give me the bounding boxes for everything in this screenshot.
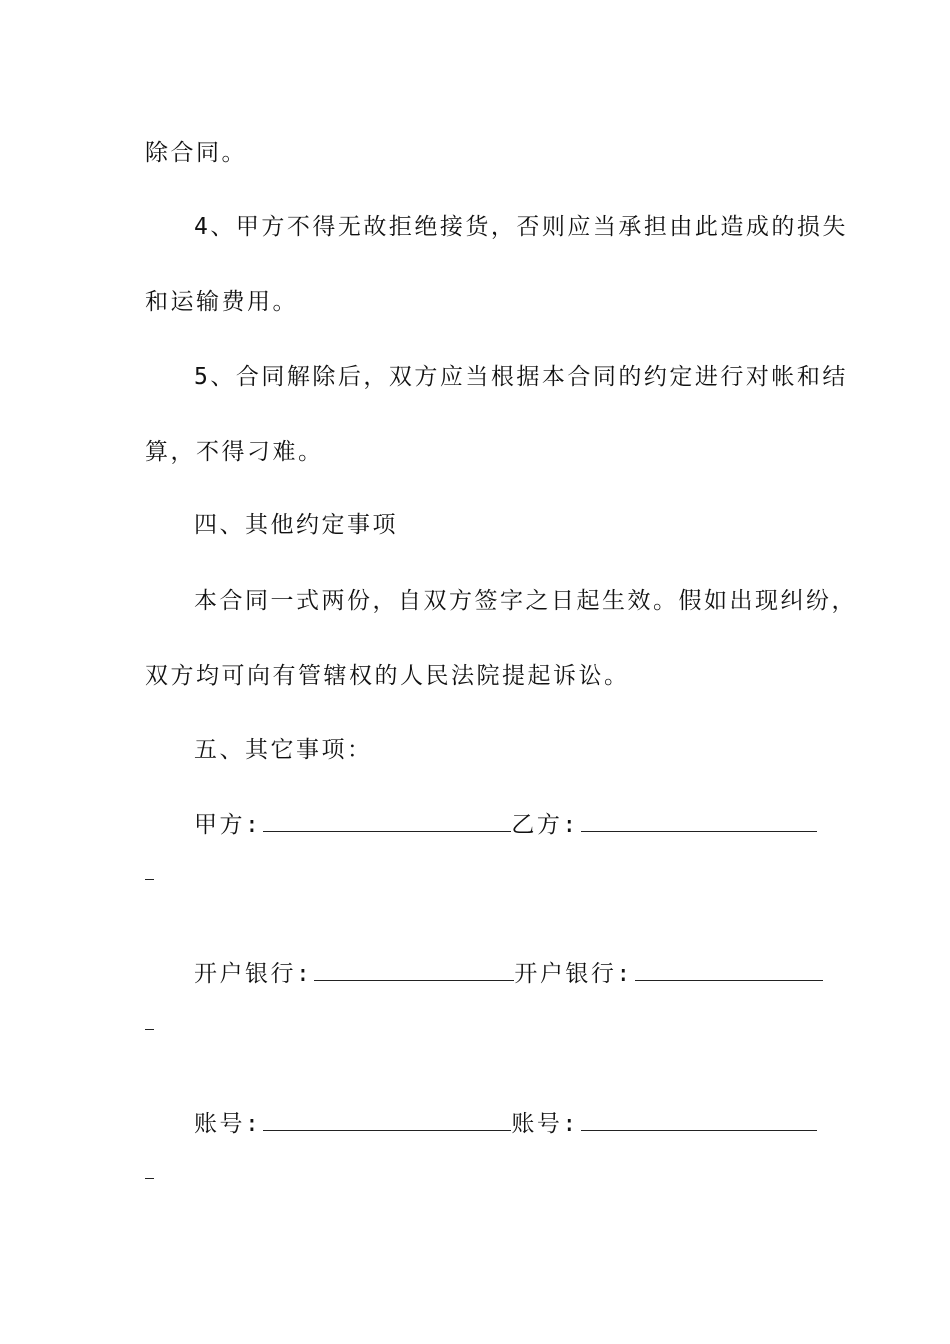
party-b-account-blank[interactable] [581, 1110, 817, 1131]
paragraph-line: 5、合同解除后，双方应当根据本合同的约定进行对帐和结 [194, 364, 848, 390]
paragraph-line: 除合同。 [145, 140, 247, 166]
paragraph-line: 双方均可向有管辖权的人民法院提起诉讼。 [145, 663, 630, 689]
paragraph-line: 本合同一式两份，自双方签字之日起生效。假如出现纠纷， [194, 588, 857, 614]
party-b-bank-label: 开户银行: [514, 961, 633, 987]
party-a-bank-label: 开户银行: [194, 961, 313, 987]
party-a-account-blank[interactable] [263, 1110, 511, 1131]
party-b-label: 乙方: [511, 812, 579, 838]
paragraph-line: 和运输费用。 [145, 289, 298, 315]
line-wrap-dash [145, 1178, 154, 1179]
party-a-label: 甲方: [194, 812, 262, 838]
party-b-bank-blank[interactable] [635, 960, 823, 981]
party-b-blank[interactable] [581, 811, 817, 832]
party-a-bank-blank[interactable] [314, 960, 514, 981]
signature-row-account [194, 1109, 874, 1139]
signature-row-bank [194, 959, 874, 989]
paragraph-line: 4、甲方不得无故拒绝接货，否则应当承担由此造成的损失 [194, 214, 848, 240]
party-a-account-label: 账号: [194, 1111, 262, 1137]
line-wrap-dash [145, 1029, 154, 1030]
party-a-blank[interactable] [263, 811, 511, 832]
section-heading: 五、其它事项： [194, 737, 373, 763]
section-heading: 四、其他约定事项 [194, 512, 398, 538]
party-b-account-label: 账号: [511, 1111, 579, 1137]
line-wrap-dash [145, 879, 154, 880]
paragraph-line: 算，不得刁难。 [145, 439, 324, 465]
signature-row-party [194, 810, 874, 840]
